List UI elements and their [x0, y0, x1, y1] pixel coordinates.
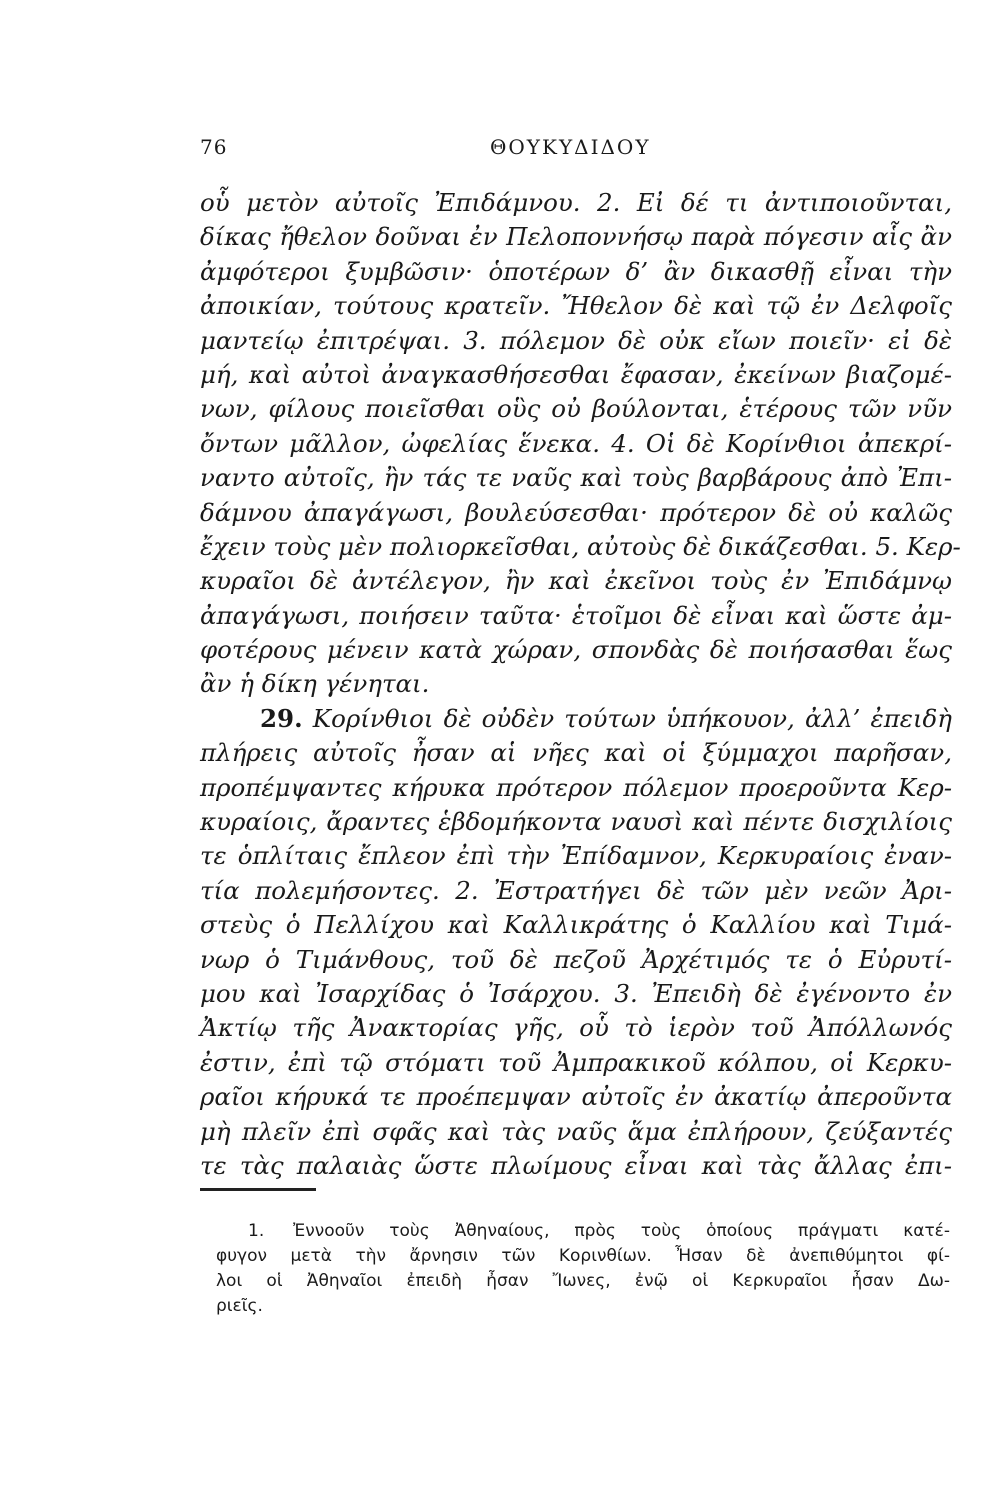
- text-line: ἔχειν τοὺς μὲν πολιορκεῖσθαι, αὐτοὺς δὲ δικάζεσθαι. 5. Κερ-: [200, 531, 961, 561]
- text-line: ἀπαγάγωσι, ποιήσειν ταῦτα· ἑτοῖμοι δὲ εἶναι καὶ ὥστε ἀμ-: [200, 600, 952, 630]
- text-line: φοτέρους μένειν κατὰ χώραν, σπονδὰς δὲ ποιήσασθαι ἕως: [200, 635, 952, 665]
- text-line: οὗ μετὸν αὐτοῖς Ἐπιδάμνου. 2. Εἰ δέ τι ἀντιποιοῦνται,: [200, 188, 952, 217]
- text-line: δίκας ἤθελον δοῦναι ἐν Πελοποννήσῳ παρὰ πόγεσιν αἷς ἂν: [200, 222, 952, 252]
- text-line: μαντείῳ ἐπιτρέψαι. 3. πόλεμον δὲ οὐκ εἴων ποιεῖν· εἰ δὲ: [200, 325, 952, 355]
- section-29-first-line: [200, 702, 952, 736]
- text-line: ἀμφότεροι ξυμβῶσιν· ὁποτέρων δ’ ἂν δικασθῇ εἶναι τὴν: [200, 256, 952, 286]
- text-line: μου καὶ Ἰσαρχίδας ὁ Ἰσάρχου. 3. Ἐπειδὴ δὲ ἐγένοντο ἐν: [200, 978, 952, 1008]
- footnote-line: φυγον μετὰ τὴν ἄρνησιν τῶν Κορινθίων. Ἦσαν δὲ ἀνεπιθύμητοι φί-: [216, 1246, 950, 1266]
- text-line: Ἀκτίῳ τῆς Ἀνακτορίας γῆς, οὗ τὸ ἱερὸν τοῦ Ἀπόλλωνός: [200, 1013, 952, 1043]
- text-line: ὄντων μᾶλλον, ὠφελίας ἕνεκα. 4. Οἱ δὲ Κορίνθιοι ἀπεκρί-: [200, 428, 952, 458]
- text-line: νωρ ὁ Τιμάνθους, τοῦ δὲ πεζοῦ Ἀρχέτιμός τε ὁ Εὐρυτί-: [200, 944, 952, 974]
- text-line: νων, φίλους ποιεῖσθαι οὓς οὐ βούλονται, ἑτέρους τῶν νῦν: [200, 394, 952, 424]
- footnote-text: Ἐννοοῦν τοὺς Ἀθηναίους, πρὸς τοὺς ὁποίους πράγματι κατέ-: [293, 1221, 951, 1241]
- text-line: δάμνου ἀπαγάγωσι, βουλεύσεσθαι· πρότερον δὲ οὐ καλῶς: [200, 497, 952, 527]
- text-line: ναντο αὐτοῖς, ἢν τάς τε ναῦς καὶ τοὺς βαρβάρους ἀπὸ Ἐπι-: [200, 463, 952, 493]
- text-line: τε ὁπλίταις ἔπλεον ἐπὶ τὴν Ἐπίδαμνον, Κερκυραίοις ἐναν-: [200, 841, 952, 871]
- running-head: ΘΟΥΚΥΔΙΔΟΥ: [490, 135, 651, 159]
- text-line: ἐστιν, ἐπὶ τῷ στόματι τοῦ Ἀμπρακικοῦ κόλπου, οἱ Κερκυ-: [200, 1047, 952, 1077]
- footnote-rule: [200, 1188, 316, 1191]
- text-line: τε τὰς παλαιὰς ὥστε πλωίμους εἶναι καὶ τὰς ἄλλας ἐπι-: [200, 1150, 952, 1180]
- text-line: μὴ πλεῖν ἐπὶ σφᾶς καὶ τὰς ναῦς ἅμα ἐπλήρουν, ζεύξαντές: [200, 1116, 952, 1146]
- text-line: στεὺς ὁ Πελλίχου καὶ Καλλικράτης ὁ Καλλίου καὶ Τιμά-: [200, 910, 952, 940]
- text-line: ἂν ἡ δίκη γένηται.: [200, 669, 430, 699]
- page-number: 76: [200, 135, 228, 159]
- text-line: ἀποικίαν, τούτους κρατεῖν. Ἤθελον δὲ καὶ τῷ ἐν Δελφοῖς: [200, 291, 952, 321]
- main-text: [200, 186, 961, 1183]
- text-line: προπέμψαντες κήρυκα πρότερον πόλεμον προεροῦντα Κερ-: [200, 772, 952, 802]
- footnote-line: ριεῖς.: [216, 1296, 263, 1316]
- footnote: [216, 1219, 950, 1319]
- footnote-number: 1.: [248, 1221, 265, 1241]
- section-29-opening-text: Κορίνθιοι δὲ οὐδὲν τούτων ὑπήκουον, ἀλλ’ ἐπειδὴ: [312, 703, 952, 733]
- footnote-line: [216, 1219, 950, 1244]
- text-line: κυραίοις, ἄραντες ἑβδομήκοντα ναυσὶ καὶ πέντε δισχιλίοις: [200, 807, 952, 837]
- text-line: μή, καὶ αὐτοὶ ἀναγκασθήσεσθαι ἔφασαν, ἐκείνων βιαζομέ-: [200, 359, 952, 389]
- section-number: 29.: [260, 703, 303, 733]
- text-line: ραῖοι κήρυκά τε προέπεμψαν αὐτοῖς ἐν ἀκατίῳ ἀπεροῦντα: [200, 1082, 952, 1112]
- text-line: πλήρεις αὐτοῖς ἦσαν αἱ νῆες καὶ οἱ ξύμμαχοι παρῆσαν,: [200, 738, 952, 768]
- text-line: κυραῖοι δὲ ἀντέλεγον, ἢν καὶ ἐκεῖνοι τοὺς ἐν Ἐπιδάμνῳ: [200, 566, 952, 596]
- footnote-line: λοι οἱ Ἀθηναῖοι ἐπειδὴ ἦσαν Ἴωνες, ἐνῷ οἱ Κερκυραῖοι ἦσαν Δω-: [216, 1271, 950, 1291]
- text-line: τία πολεμήσοντες. 2. Ἐστρατήγει δὲ τῶν μὲν νεῶν Ἀρι-: [200, 875, 952, 905]
